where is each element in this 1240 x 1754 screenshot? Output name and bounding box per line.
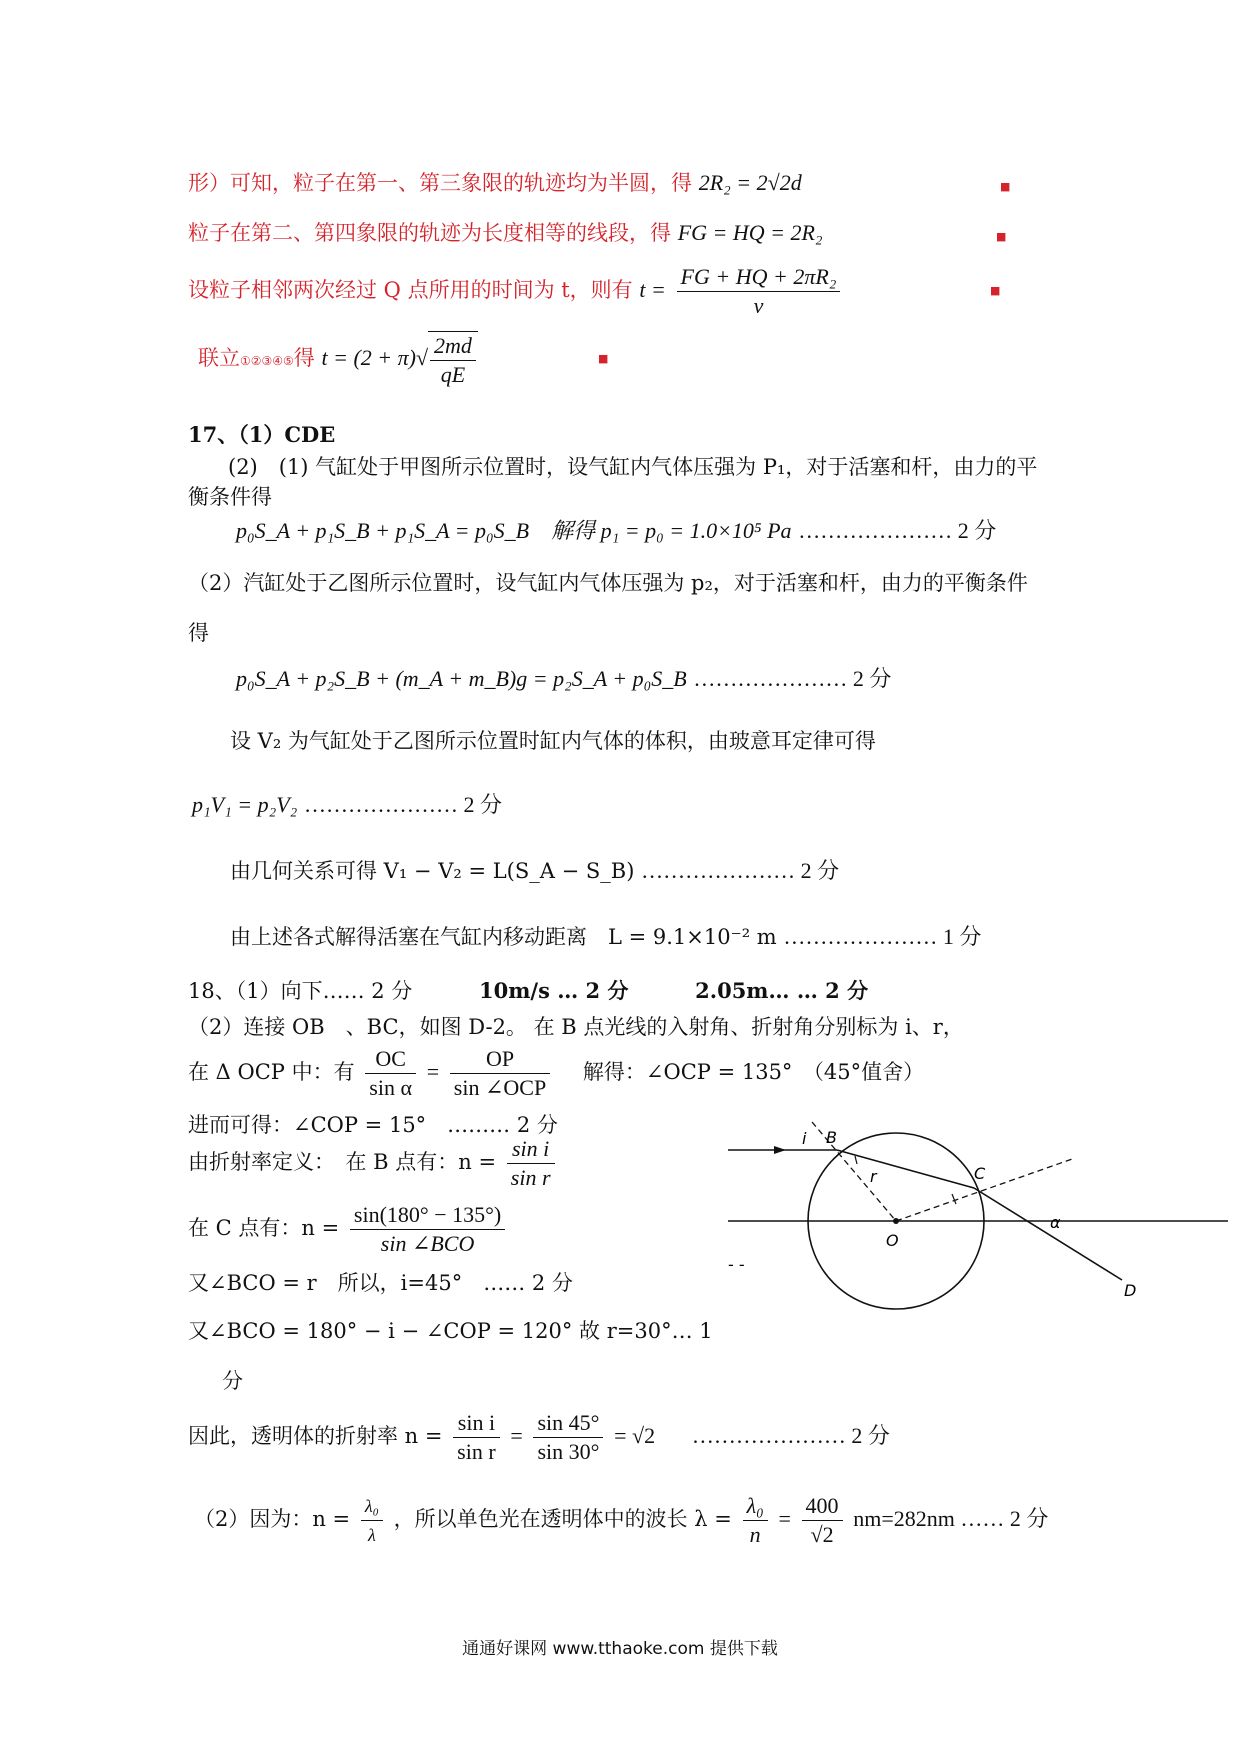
- score: ………………… 2 分: [641, 858, 840, 883]
- fraction-sini-sinr: [507, 1135, 555, 1192]
- q18-distance: 2.05m… … 2 分: [695, 978, 869, 1003]
- q18-refraction-text: 由折射率定义： 在 B 点有：n =: [188, 1150, 497, 1174]
- q17-eq3: [192, 790, 502, 820]
- figure-d2: [720, 1100, 1230, 1320]
- prev-line-3-text: 设粒子相邻两次经过 Q 点所用的时间为 t，则有: [188, 278, 633, 302]
- q18-index-result: = √2: [614, 1423, 656, 1448]
- q17-eq5: [230, 922, 981, 952]
- score: ………………… 1 分: [783, 924, 982, 949]
- center-point: [893, 1218, 899, 1224]
- q18-triangle-result: 解得：∠OCP = 135° （45°值舍）: [582, 1060, 925, 1084]
- fraction-denominator: sin 30°: [537, 1439, 600, 1464]
- normal-b: [812, 1122, 896, 1221]
- q17-eq4: [230, 856, 839, 886]
- q18-wavelength-result: nm=282nm …… 2 分: [853, 1506, 1049, 1531]
- score: ………………… 2 分: [798, 518, 997, 543]
- edit-mark: ■: [598, 352, 609, 365]
- label-b: B: [826, 1128, 837, 1147]
- score: ………………… 2 分: [693, 666, 892, 691]
- angle-mark: [855, 1156, 857, 1164]
- prev-line-4-text: 联立: [198, 346, 240, 370]
- q18-index-text: 因此，透明体的折射率 n =: [188, 1424, 443, 1448]
- fraction-denominator: √2: [810, 1522, 834, 1547]
- fraction-op: [450, 1045, 550, 1102]
- fraction-numerator: 2md: [430, 332, 476, 361]
- fraction-denominator: qE: [440, 361, 466, 387]
- q18-triangle-text: 在 Δ OCP 中：有: [188, 1060, 355, 1084]
- fraction-numerator: FG + HQ + 2πR₂: [677, 263, 841, 292]
- q17-part2-intro: (2) (1) 气缸处于甲图所示位置时，设气缸内气体压强为 P₁，对于活塞和杆，由力的平: [228, 455, 1038, 479]
- q17-eq1: [236, 516, 996, 546]
- fraction-oc: [365, 1045, 416, 1102]
- label-c: C: [974, 1164, 986, 1183]
- fraction-denominator: sin r: [457, 1439, 496, 1464]
- q18-angle-i: 又∠BCO = r 所以，i=45° …… 2 分: [188, 1271, 573, 1295]
- fraction-400-sqrt2: [802, 1492, 843, 1549]
- label-o: O: [886, 1231, 899, 1250]
- normal-c: [896, 1158, 1075, 1221]
- fraction-sin45-sin30: [533, 1409, 603, 1466]
- fraction-denominator: n: [749, 1522, 761, 1547]
- edit-mark: ■: [1000, 180, 1011, 193]
- fraction-numerator: 400: [802, 1492, 843, 1521]
- q18-point-c-text: 在 C 点有：n =: [188, 1216, 340, 1240]
- fraction-numerator: OP: [450, 1045, 550, 1074]
- fraction-numerator: sin(180° − 135°): [350, 1201, 505, 1230]
- angle-mark: [952, 1194, 956, 1204]
- prev-line-1: [188, 168, 802, 198]
- fraction-sini-sinr-2: [453, 1409, 500, 1466]
- arrow-icon: [774, 1146, 786, 1154]
- q17-part2-intro-2: 衡条件得: [188, 485, 272, 509]
- score: ………………… 2 分: [691, 1423, 890, 1448]
- equation: 由上述各式解得活塞在气缸内移动距离 L = 9.1×10⁻² m: [230, 925, 777, 949]
- dash-marks: - -: [728, 1255, 745, 1274]
- q17-eq2: [236, 664, 891, 694]
- q18-triangle: 在 Δ OCP 中：有 $\frac{OC}{\text{sin α}}$ = $\frac{OP}{\text{sin ∠OCP}}$ 解得：∠OCP = 135° （45°值舍）: [188, 1046, 925, 1100]
- prev-line-2: [188, 218, 823, 248]
- fraction-numerator: λ₀: [361, 1492, 383, 1521]
- footer-source: 通通好课网 www.tthaoke.com 提供下载: [462, 1639, 778, 1659]
- q17-heading: 17、（1）CDE: [188, 422, 336, 447]
- q18-angle-r-score: 分: [222, 1369, 243, 1393]
- q18-cop: 进而可得：∠COP = 15° ……… 2 分: [188, 1113, 558, 1137]
- fraction-denominator: sin ∠OCP: [453, 1075, 547, 1100]
- prev-line-2-text: 粒子在第二、第四象限的轨迹为长度相等的线段，得: [188, 221, 671, 245]
- prev-line-4-text-b: 得: [293, 346, 315, 370]
- fraction-denominator: sin r: [510, 1165, 551, 1190]
- q18-refraction-def: [188, 1130, 559, 1194]
- equation: 由几何关系可得 V₁ − V₂ = L(S_A − S_B): [230, 859, 635, 883]
- q17-part2b-cont: 得: [188, 621, 209, 645]
- fraction-denominator: sin α: [369, 1075, 412, 1100]
- q18-wavelength: （2）因为：n = $\frac{\text{λ₀}}{\lambda}$ ，所以单色光在透明体中的波长 λ = $\frac{\text{λ₀}}{n}$ = $\frac{400}{√2}$ nm=282nm …… 2 分: [194, 1493, 1049, 1547]
- label-r: r: [870, 1167, 877, 1186]
- q18-heading: [188, 976, 868, 1006]
- score: ………………… 2 分: [304, 792, 503, 817]
- fraction-lambda-n: [743, 1492, 768, 1549]
- exit-ray: [974, 1188, 1122, 1280]
- fraction-point-c: [350, 1201, 505, 1258]
- prev-line-4: 联立①②③④⑤得 t = (2 + π)√ $\frac{2md}{qE}$: [198, 326, 482, 393]
- q18-angle-r: 又∠BCO = 180° − i − ∠COP = 120° 故 r=30°… 1: [188, 1319, 713, 1343]
- fraction-denominator: v: [753, 293, 764, 318]
- q18-point-c: [188, 1196, 509, 1260]
- fraction-denominator: sin ∠BCO: [380, 1231, 475, 1256]
- prev-line-1-text: 形）可知，粒子在第一、第三象限的轨迹均为半圆，得: [188, 171, 692, 195]
- fraction-numerator: OC: [365, 1045, 416, 1074]
- edit-mark: ■: [996, 230, 1007, 243]
- fraction-lambda: [361, 1492, 383, 1549]
- refracted-ray: [837, 1150, 974, 1188]
- q18-connect: （2）连接 OB 、BC，如图 D-2。 在 B 点光线的入射角、折射角分别标为 i、r，: [188, 1015, 964, 1039]
- prev-line-1-eq: 2R₂ = 2√2d: [698, 170, 802, 195]
- prev-line-4-fraction: [428, 331, 478, 389]
- equation: p₁V₁ = p₂V₂: [192, 792, 298, 817]
- label-alpha: α: [1050, 1213, 1061, 1232]
- fraction-numerator: sin i: [453, 1409, 500, 1438]
- equation: p₀S_A + p₁S_B + p₁S_A = p₀S_B 解得 p₁ = p₀ = 1.0×10⁵ Pa: [236, 518, 792, 543]
- q18-index: 因此，透明体的折射率 n = $\frac{\text{sin i}}{\text{sin r}}$ = $\frac{\sin 45^\circ}{\sin 30^\circ}$ = √2 ………………… 2 分: [188, 1410, 890, 1464]
- edit-mark: ■: [990, 284, 1001, 297]
- equation: p₀S_A + p₂S_B + (m_A + m_B)g = p₂S_A + p₀S_B: [236, 666, 687, 691]
- q17-boyle-intro: 设 V₂ 为气缸处于乙图所示位置时缸内气体的体积，由玻意耳定律可得: [230, 729, 876, 753]
- q18-wavelength-text: （2）因为：n =: [194, 1507, 351, 1531]
- fraction-denominator: λ: [367, 1525, 376, 1545]
- q18-wavelength-text-b: ，所以单色光在透明体中的波长 λ =: [393, 1507, 732, 1531]
- label-d: D: [1124, 1281, 1137, 1300]
- fraction-numerator: λ₀: [743, 1492, 768, 1521]
- prev-line-4-circled: ①②③④⑤: [240, 354, 294, 368]
- prev-line-3-fraction: [677, 263, 841, 320]
- prev-line-3: 设粒子相邻两次经过 Q 点所用的时间为 t，则有 t = $\frac{\text{FG + HQ + 2πR₂}}{v}$: [188, 258, 844, 322]
- prev-line-2-eq: FG = HQ = 2R₂: [677, 220, 823, 245]
- q17-part2b: （2）汽缸处于乙图所示位置时，设气缸内气体压强为 p₂，对于活塞和杆，由力的平衡条件: [188, 571, 1028, 595]
- fraction-numerator: sin i: [507, 1135, 555, 1164]
- q18-speed: 10m/s … 2 分: [478, 978, 629, 1003]
- label-i: i: [802, 1129, 807, 1148]
- fraction-numerator: sin 45°: [533, 1409, 603, 1438]
- q18-part1: 18、（1）向下…… 2 分: [188, 979, 413, 1003]
